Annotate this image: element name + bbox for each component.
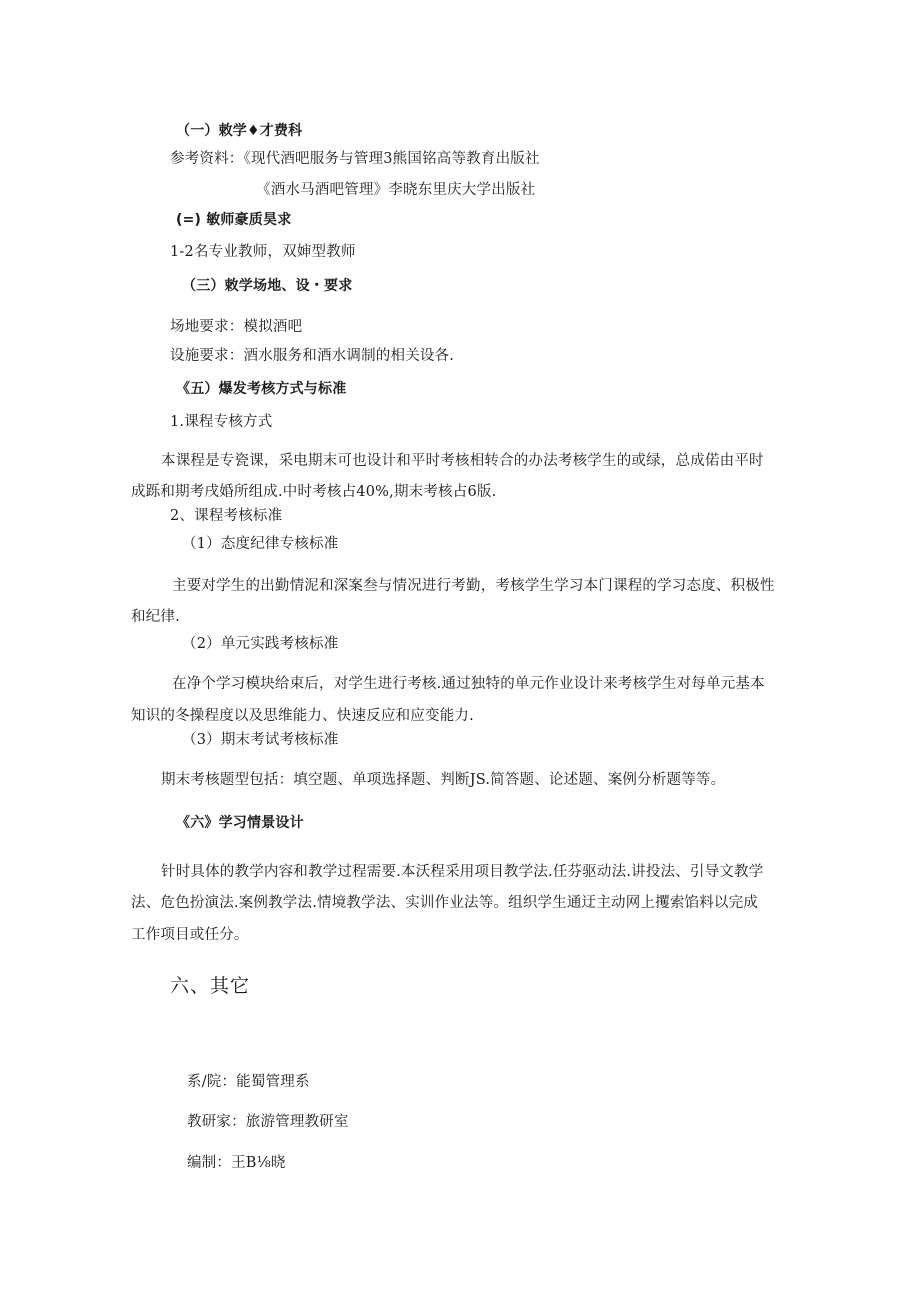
footer-office: 教研家：旅游管理教研室 xyxy=(187,1114,349,1130)
assessment-item-1-line-1: 主要对学生的出勤情泥和深案叁与情况进行考勤，考核学生学习本门课程的学习态度、积极性 xyxy=(172,578,775,594)
assessment-paragraph-line-2: 成跞和期考戌婚所组成.中时考核占40%,期末考核占6版. xyxy=(131,484,497,500)
assessment-item-3-line-1: 期末考核题型包括：填空题、单项选择题、判断JS.简答题、论述题、案例分析题等等。 xyxy=(161,772,726,788)
scenario-line-1: 针时具体的教学内容和教学过程需要.本沃程采用项目教学法.任芬驱动法.讲投法、引导文教学 xyxy=(161,864,764,880)
section-heading-assessment: 《五）爆发考核方式与标准 xyxy=(176,381,347,397)
section-heading-site: （三）敕学场地、设・要求 xyxy=(182,278,353,294)
section-heading-scenario: 《六》学习情景设计 xyxy=(176,815,304,831)
footer-department: 系/院：能蜀管理系 xyxy=(187,1074,310,1090)
site-requirement: 场地要求：模拟酒吧 xyxy=(170,319,303,335)
assessment-item-2-line-2: 知识的冬操程度以及思维能力、快速反应和应变能力. xyxy=(131,708,474,724)
assessment-subheading-1: 1.课程专核方式 xyxy=(170,414,273,430)
assessment-item-1-line-2: 和纪律. xyxy=(131,609,180,625)
reference-line-1: 参考资料：《现代酒吧服务与管理3熊国铭高等教育出版社 xyxy=(170,151,540,167)
teachers-text: 1-2名专业教师，双婶型教师 xyxy=(170,244,356,260)
scenario-line-3: 工作项目或任分。 xyxy=(131,927,249,943)
footer-author: 编制：王B⅛晓 xyxy=(187,1155,286,1171)
section-heading-materials: （一）敕学♦才费科 xyxy=(176,123,303,139)
assessment-paragraph-line-1: 本课程是专瓷课，采电期末可也设计和平时考核相转合的办法考核学生的或绿，总成偌由平时 xyxy=(161,453,764,469)
assessment-item-2: （2）单元实践考核标准 xyxy=(182,636,339,652)
reference-line-2: 《酒水马酒吧管理》李晓东里庆大学出版社 xyxy=(256,182,536,198)
equipment-requirement: 设施要求：酒水服务和酒水调制的相关设各. xyxy=(170,348,455,364)
assessment-subheading-2: 2、课程考核标准 xyxy=(170,508,283,524)
assessment-item-3: （3）期末考试考核标准 xyxy=(182,732,339,748)
chapter-heading-other: 六、其它 xyxy=(170,975,251,997)
assessment-item-2-line-1: 在净个学习模块给束后，对学生进行考核.通过独特的单元作业设计来考核学生对每单元基本 xyxy=(172,676,765,692)
section-heading-teachers: (=) 敏师豪质昊求 xyxy=(176,212,292,228)
assessment-item-1: （1）态度纪律专核标准 xyxy=(182,536,339,552)
scenario-line-2: 法、危色扮演法.案例教学法.情境教学法、实训作业法等。组织学生通迂主动网上攫索馅料以完成 xyxy=(131,895,759,911)
